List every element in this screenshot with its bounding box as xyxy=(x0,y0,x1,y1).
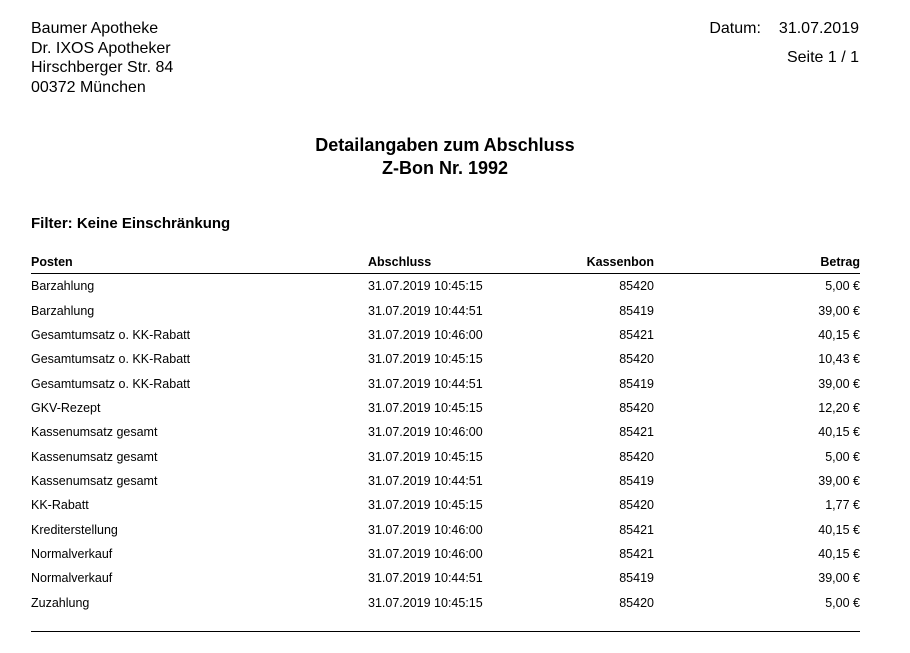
kassenbon-cell: 85421 xyxy=(619,327,654,342)
posten-cell: Kassenumsatz gesamt xyxy=(31,425,158,440)
kassenbon-cell: 85420 xyxy=(619,595,654,610)
betrag-cell: 39,00 € xyxy=(818,571,860,586)
report-title-zbon: Z-Bon Nr. 1992 xyxy=(381,158,509,178)
abschluss-cell: 31.07.2019 10:44:51 xyxy=(368,303,483,318)
posten-cell: Gesamtumsatz o. KK-Rabatt xyxy=(31,327,191,342)
table-row xyxy=(31,517,860,541)
betrag-cell: 40,15 € xyxy=(818,522,860,537)
betrag-cell: 12,20 € xyxy=(818,400,860,415)
details-table xyxy=(31,251,860,615)
abschluss-cell: 31.07.2019 10:45:15 xyxy=(368,400,483,415)
abschluss-cell: 31.07.2019 10:45:15 xyxy=(368,352,483,367)
column-header-kassenbon: Kassenbon xyxy=(538,251,654,274)
posten-cell: Gesamtumsatz o. KK-Rabatt xyxy=(31,352,191,367)
address-line-owner: Dr. IXOS Apotheker xyxy=(31,39,171,57)
kassenbon-cell: 85419 xyxy=(619,303,654,318)
table-row xyxy=(31,542,860,566)
table-row xyxy=(31,444,860,468)
kassenbon-cell: 85419 xyxy=(619,473,654,488)
address-line-city: 00372 München xyxy=(31,79,146,97)
abschluss-cell: 31.07.2019 10:45:15 xyxy=(368,279,483,294)
report-meta xyxy=(709,19,859,67)
abschluss-cell: 31.07.2019 10:44:51 xyxy=(368,571,483,586)
posten-cell: Barzahlung xyxy=(31,303,95,318)
table-row xyxy=(31,298,860,322)
address-line-street: Hirschberger Str. 84 xyxy=(31,59,174,77)
page-number: Seite 1 / 1 xyxy=(786,49,859,66)
kassenbon-cell: 85421 xyxy=(619,522,654,537)
kassenbon-cell: 85420 xyxy=(619,498,654,513)
posten-cell: Krediterstellung xyxy=(31,522,118,537)
abschluss-cell: 31.07.2019 10:45:15 xyxy=(368,498,483,513)
kassenbon-cell: 85419 xyxy=(619,571,654,586)
table-row xyxy=(31,347,860,371)
address-line-name: Baumer Apotheke xyxy=(31,20,159,37)
table-row xyxy=(31,566,860,590)
betrag-cell: 5,00 € xyxy=(825,279,860,294)
date-value: 31.07.2019 xyxy=(778,20,859,37)
posten-cell: Zuzahlung xyxy=(31,595,90,610)
betrag-cell: 1,77 € xyxy=(825,498,860,513)
abschluss-cell: 31.07.2019 10:46:00 xyxy=(368,327,483,342)
betrag-cell: 40,15 € xyxy=(818,425,860,440)
table-row xyxy=(31,396,860,420)
table-row xyxy=(31,469,860,493)
abschluss-cell: 31.07.2019 10:46:00 xyxy=(368,546,483,561)
betrag-cell: 5,00 € xyxy=(825,449,860,464)
betrag-cell: 5,00 € xyxy=(825,595,860,610)
table-row xyxy=(31,371,860,395)
kassenbon-cell: 85420 xyxy=(619,352,654,367)
bottom-divider xyxy=(31,631,860,632)
betrag-cell: 39,00 € xyxy=(818,376,860,391)
date-label: Datum: xyxy=(709,20,761,37)
betrag-cell: 39,00 € xyxy=(818,473,860,488)
abschluss-cell: 31.07.2019 10:44:51 xyxy=(368,376,483,391)
betrag-cell: 40,15 € xyxy=(818,327,860,342)
table-row xyxy=(31,590,860,614)
filter-label: Filter: Keine Einschränkung xyxy=(31,215,231,232)
posten-cell: Normalverkauf xyxy=(31,571,113,586)
kassenbon-cell: 85420 xyxy=(619,449,654,464)
pharmacy-address xyxy=(31,19,173,98)
table-row xyxy=(31,323,860,347)
kassenbon-cell: 85421 xyxy=(619,546,654,561)
betrag-cell: 39,00 € xyxy=(818,303,860,318)
kassenbon-cell: 85420 xyxy=(619,400,654,415)
kassenbon-cell: 85420 xyxy=(619,279,654,294)
posten-cell: KK-Rabatt xyxy=(31,498,89,513)
table-row xyxy=(31,420,860,444)
kassenbon-cell: 85419 xyxy=(619,376,654,391)
betrag-cell: 10,43 € xyxy=(818,352,860,367)
table-row xyxy=(31,493,860,517)
posten-cell: Barzahlung xyxy=(31,279,95,294)
column-header-posten: Posten xyxy=(31,251,368,274)
column-header-abschluss: Abschluss xyxy=(368,251,538,274)
abschluss-cell: 31.07.2019 10:46:00 xyxy=(368,522,483,537)
column-header-betrag: Betrag xyxy=(654,251,860,274)
abschluss-cell: 31.07.2019 10:44:51 xyxy=(368,473,483,488)
abschluss-cell: 31.07.2019 10:45:15 xyxy=(368,595,483,610)
report-title-main: Detailangaben zum Abschluss xyxy=(315,135,575,155)
table-body xyxy=(31,274,860,615)
abschluss-cell: 31.07.2019 10:46:00 xyxy=(368,425,483,440)
table-header-row xyxy=(31,251,860,274)
posten-cell: Kassenumsatz gesamt xyxy=(31,473,158,488)
posten-cell: Kassenumsatz gesamt xyxy=(31,449,158,464)
posten-cell: Gesamtumsatz o. KK-Rabatt xyxy=(31,376,191,391)
posten-cell: GKV-Rezept xyxy=(31,400,101,415)
kassenbon-cell: 85421 xyxy=(619,425,654,440)
report-title xyxy=(0,134,890,180)
betrag-cell: 40,15 € xyxy=(818,546,860,561)
posten-cell: Normalverkauf xyxy=(31,546,113,561)
table-row xyxy=(31,274,860,299)
abschluss-cell: 31.07.2019 10:45:15 xyxy=(368,449,483,464)
